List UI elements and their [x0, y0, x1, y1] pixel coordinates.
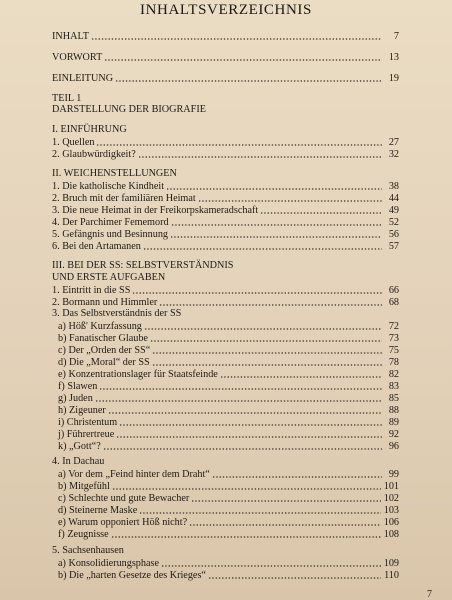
toc-entry-page: 101	[383, 481, 399, 492]
toc-entry-page: 72	[388, 321, 399, 332]
toc-entry-page: 73	[388, 333, 399, 344]
toc-entry-label: 2. Glaubwürdigkeit?	[52, 149, 136, 160]
toc-entry-label: c) Schlechte und gute Bewacher	[58, 493, 190, 504]
section-heading: 4. In Dachau	[52, 456, 105, 467]
leader-dots	[103, 447, 382, 451]
toc-entry-label: e) Konzentrationslager für Staatsfeinde	[58, 369, 218, 380]
toc-entry-page: 7	[393, 31, 399, 42]
leader-dots	[96, 143, 382, 147]
toc-entry-page: 85	[388, 393, 399, 404]
toc-entry-label: 4. Der Parchimer Fememord	[52, 217, 169, 228]
toc-entry-label: INHALT	[52, 31, 89, 42]
section-heading: 5. Sachsenhausen	[52, 545, 124, 556]
leader-dots	[132, 291, 382, 295]
part-heading: TEIL 1	[52, 93, 82, 104]
toc-entry-label: g) Juden	[58, 393, 93, 404]
toc-entry-page: 109	[383, 558, 399, 569]
toc-entry-page: 56	[388, 229, 399, 240]
toc-entry-label: VORWORT	[52, 52, 103, 63]
toc-entry-page: 78	[388, 357, 399, 368]
leader-dots	[104, 58, 382, 62]
toc-entry-label: EINLEITUNG	[52, 73, 114, 84]
toc-entry-label: 5. Gefängnis und Besinnung	[52, 229, 169, 240]
toc-entry-page: 27	[388, 137, 399, 148]
leader-dots	[108, 411, 382, 415]
toc-entry-label: b) Die „harten Gesetze des Krieges“	[58, 570, 206, 581]
page-title: INHALTSVERZEICHNIS	[140, 2, 312, 18]
toc-entry-label: a) Vor dem „Feind hinter dem Draht“	[58, 469, 210, 480]
toc-entry-inhalt	[52, 30, 399, 43]
leader-dots	[170, 235, 382, 239]
leader-dots	[111, 535, 381, 539]
toc-entry-label: i) Christentum	[58, 417, 118, 428]
toc-entry-page: 44	[388, 193, 399, 204]
toc-entry-page: 102	[383, 493, 399, 504]
toc-entry-label: 3. Die neue Heimat in der Freikorpskameradschaft	[52, 205, 259, 216]
toc-entry-label: 1. Quellen	[52, 137, 95, 148]
toc-entry-page: 103	[383, 505, 399, 516]
chapter-heading: III. BEI DER SS: SELBSTVERSTÄNDNIS	[52, 260, 234, 271]
toc-entry-page: 108	[383, 529, 399, 540]
leader-dots	[171, 223, 382, 227]
leader-dots	[144, 327, 382, 331]
toc-entry-page: 106	[383, 517, 399, 528]
leader-dots	[152, 363, 382, 367]
toc-entry-page: 38	[388, 181, 399, 192]
toc-entry-page: 92	[388, 429, 399, 440]
leader-dots	[138, 155, 382, 159]
toc-entry	[52, 148, 399, 161]
toc-entry-page: 49	[388, 205, 399, 216]
leader-dots	[208, 576, 381, 580]
toc-entry-label: c) Der „Orden der SS“	[58, 345, 151, 356]
leader-dots	[152, 351, 382, 355]
leader-dots	[115, 79, 382, 83]
leader-dots	[143, 247, 382, 251]
leader-dots	[112, 487, 381, 491]
toc-entry-page: 83	[388, 381, 399, 392]
toc-entry-label: a) Höß' Kurzfassung	[58, 321, 142, 332]
part-title: DARSTELLUNG DER BIOGRAFIE	[52, 104, 206, 115]
toc-entry-label: f) Zeugnisse	[58, 529, 109, 540]
toc-entry-label: 1. Die katholische Kindheit	[52, 181, 165, 192]
toc-entry-page: 32	[388, 149, 399, 160]
toc-entry-label: f) Slawen	[58, 381, 98, 392]
toc-entry-page: 96	[388, 441, 399, 452]
toc-entry-label: a) Konsolidierungsphase	[58, 558, 160, 569]
leader-dots	[116, 435, 382, 439]
leader-dots	[191, 499, 380, 503]
toc-entry-label: h) Zigeuner	[58, 405, 106, 416]
toc-entry-label: e) Warum opponiert Höß nicht?	[58, 517, 188, 528]
leader-dots	[139, 511, 381, 515]
toc-entry-label: b) Fanatischer Glaube	[58, 333, 148, 344]
toc-entry-page: 110	[384, 570, 399, 581]
toc-subentry	[52, 440, 399, 453]
toc-entry-label: k) „Gott“?	[58, 441, 101, 452]
section-heading: 3. Das Selbstverständnis der SS	[52, 308, 182, 319]
toc-entry-label: 2. Bormann und Himmler	[52, 297, 158, 308]
leader-dots	[91, 37, 382, 41]
toc-subentry	[52, 528, 399, 541]
leader-dots	[212, 475, 382, 479]
chapter-heading: I. EINFÜHRUNG	[52, 124, 127, 135]
leader-dots	[119, 423, 382, 427]
toc-entry-page: 52	[388, 217, 399, 228]
toc-entry-label: 2. Bruch mit der familiären Heimat	[52, 193, 196, 204]
toc-entry-label: 6. Bei den Artamanen	[52, 241, 141, 252]
toc-entry	[52, 240, 399, 253]
leader-dots	[198, 199, 382, 203]
leader-dots	[99, 387, 382, 391]
leader-dots	[189, 523, 381, 527]
toc-entry-page: 57	[388, 241, 399, 252]
toc-entry-page: 68	[388, 297, 399, 308]
toc-entry-vorwort	[52, 51, 399, 64]
toc-entry-label: j) Führertreue	[58, 429, 115, 440]
facing-page-number: 7	[427, 589, 432, 600]
toc-entry-label: d) Die „Moral“ der SS	[58, 357, 150, 368]
toc-entry-page: 13	[388, 52, 399, 63]
toc-subentry	[52, 569, 399, 582]
toc-entry-page: 88	[388, 405, 399, 416]
toc-entry-page: 82	[388, 369, 399, 380]
toc-entry-page: 75	[388, 345, 399, 356]
toc-entry-einleitung	[52, 72, 399, 85]
toc-entry-page: 19	[388, 73, 399, 84]
leader-dots	[95, 399, 382, 403]
leader-dots	[159, 303, 382, 307]
toc-entry-page: 99	[388, 469, 399, 480]
leader-dots	[150, 339, 382, 343]
chapter-heading: II. WEICHENSTELLUNGEN	[52, 168, 177, 179]
toc-entry-page: 89	[388, 417, 399, 428]
toc-entry-label: 1. Eintritt in die SS	[52, 285, 131, 296]
toc-entry-label: d) Steinerne Maske	[58, 505, 138, 516]
leader-dots	[166, 187, 382, 191]
leader-dots	[260, 211, 382, 215]
leader-dots	[220, 375, 382, 379]
toc-entry-page: 66	[388, 285, 399, 296]
chapter-heading-continued: UND ERSTE AUFGABEN	[52, 272, 166, 283]
toc-entry-label: b) Mitgefühl	[58, 481, 110, 492]
leader-dots	[161, 564, 381, 568]
